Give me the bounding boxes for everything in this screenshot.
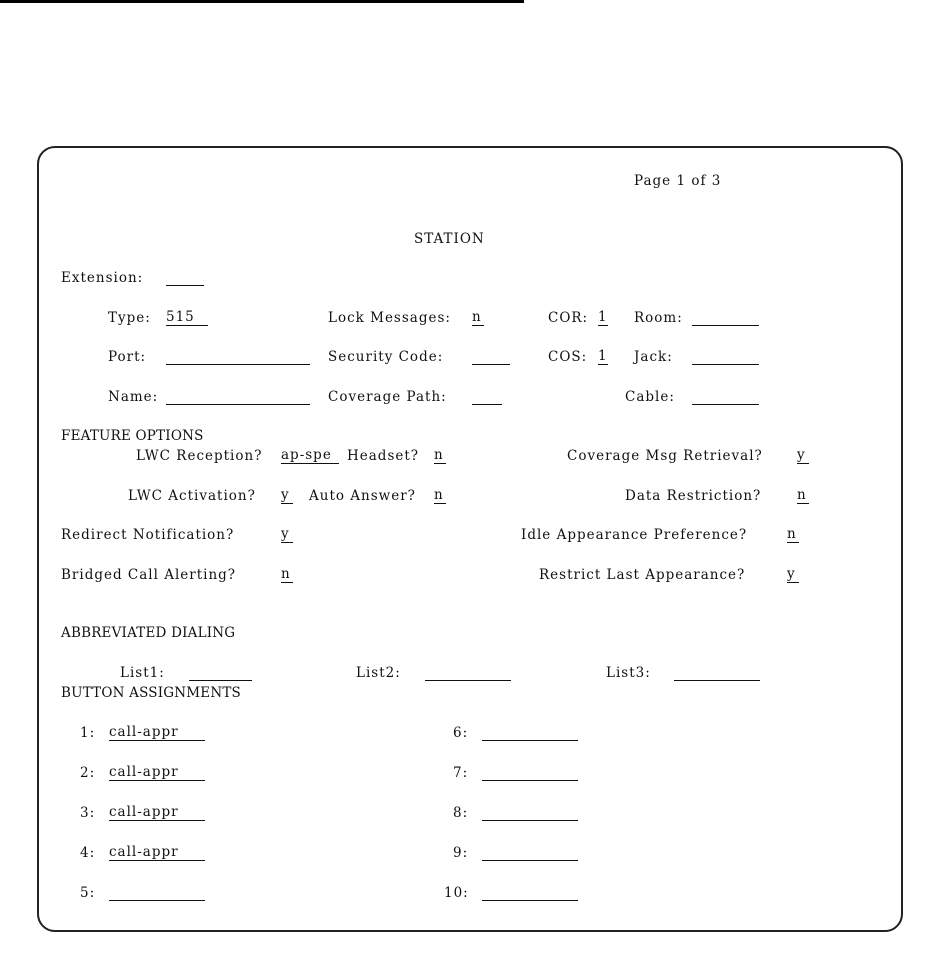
- auto-answer-field[interactable]: n: [434, 488, 446, 504]
- lwc-reception-field[interactable]: ap-spe: [281, 448, 339, 464]
- button-1-label: 1:: [80, 725, 96, 741]
- cable-label: Cable:: [625, 389, 675, 405]
- button-3-label: 3:: [80, 805, 96, 821]
- button-4-field[interactable]: call-appr: [109, 845, 205, 861]
- list1-field[interactable]: [189, 665, 252, 681]
- list3-label: List3:: [606, 665, 651, 681]
- jack-label: Jack:: [634, 349, 673, 365]
- button-8-label: 8:: [453, 805, 469, 821]
- lwc-activation-field[interactable]: y: [281, 488, 293, 504]
- lwc-activation-label: LWC Activation?: [128, 488, 256, 504]
- bridged-call-alerting-field[interactable]: n: [281, 567, 293, 583]
- lwc-reception-label: LWC Reception?: [136, 448, 263, 464]
- auto-answer-label: Auto Answer?: [309, 488, 416, 504]
- form-title: STATION: [414, 231, 485, 247]
- name-field[interactable]: [166, 389, 310, 405]
- cable-field[interactable]: [692, 389, 759, 405]
- page-indicator: Page 1 of 3: [634, 173, 722, 189]
- restrict-last-appearance-field[interactable]: y: [787, 567, 799, 583]
- button-9-field[interactable]: [482, 845, 578, 861]
- security-code-field[interactable]: [472, 349, 510, 365]
- room-field[interactable]: [692, 310, 759, 326]
- button-7-label: 7:: [453, 765, 469, 781]
- extension-field[interactable]: [166, 270, 204, 286]
- button-6-field[interactable]: [482, 725, 578, 741]
- cos-label: COS:: [548, 349, 588, 365]
- button-5-label: 5:: [80, 885, 96, 901]
- name-label: Name:: [108, 389, 159, 405]
- port-field[interactable]: [166, 349, 310, 365]
- button-10-label: 10:: [444, 885, 469, 901]
- port-label: Port:: [108, 349, 147, 365]
- type-field[interactable]: 515: [166, 310, 208, 326]
- lock-messages-field[interactable]: n: [472, 310, 484, 326]
- redirect-notification-field[interactable]: y: [281, 527, 293, 543]
- list1-label: List1:: [120, 665, 165, 681]
- room-label: Room:: [634, 310, 683, 326]
- feature-options-heading: FEATURE OPTIONS: [61, 428, 204, 444]
- coverage-msg-retrieval-field[interactable]: y: [797, 448, 809, 464]
- type-label: Type:: [108, 310, 151, 326]
- lock-messages-label: Lock Messages:: [328, 310, 451, 326]
- idle-appearance-preference-field[interactable]: n: [787, 527, 799, 543]
- button-1-field[interactable]: call-appr: [109, 725, 205, 741]
- button-4-label: 4:: [80, 845, 96, 861]
- button-5-field[interactable]: [109, 885, 205, 901]
- redirect-notification-label: Redirect Notification?: [61, 527, 235, 543]
- security-code-label: Security Code:: [328, 349, 444, 365]
- coverage-path-label: Coverage Path:: [328, 389, 447, 405]
- list2-field[interactable]: [425, 665, 511, 681]
- button-3-field[interactable]: call-appr: [109, 805, 205, 821]
- data-restriction-field[interactable]: n: [797, 488, 809, 504]
- list2-label: List2:: [356, 665, 401, 681]
- button-6-label: 6:: [453, 725, 469, 741]
- button-7-field[interactable]: [482, 765, 578, 781]
- button-2-label: 2:: [80, 765, 96, 781]
- idle-appearance-preference-label: Idle Appearance Preference?: [521, 527, 748, 543]
- coverage-path-field[interactable]: [472, 389, 502, 405]
- jack-field[interactable]: [692, 349, 759, 365]
- button-8-field[interactable]: [482, 805, 578, 821]
- button-10-field[interactable]: [482, 885, 578, 901]
- cor-label: COR:: [548, 310, 589, 326]
- restrict-last-appearance-label: Restrict Last Appearance?: [539, 567, 746, 583]
- cor-field[interactable]: 1: [598, 309, 608, 325]
- button-assignments-heading: BUTTON ASSIGNMENTS: [61, 685, 242, 701]
- bridged-call-alerting-label: Bridged Call Alerting?: [61, 567, 237, 583]
- extension-label: Extension:: [61, 270, 144, 286]
- abbreviated-dialing-heading: ABBREVIATED DIALING: [61, 625, 236, 641]
- button-2-field[interactable]: call-appr: [109, 765, 205, 781]
- headset-field[interactable]: n: [434, 448, 446, 464]
- button-9-label: 9:: [453, 845, 469, 861]
- coverage-msg-retrieval-label: Coverage Msg Retrieval?: [567, 448, 763, 464]
- cos-field[interactable]: 1: [598, 348, 608, 364]
- list3-field[interactable]: [674, 665, 760, 681]
- top-rule: [0, 0, 524, 3]
- headset-label: Headset?: [347, 448, 420, 464]
- data-restriction-label: Data Restriction?: [625, 488, 762, 504]
